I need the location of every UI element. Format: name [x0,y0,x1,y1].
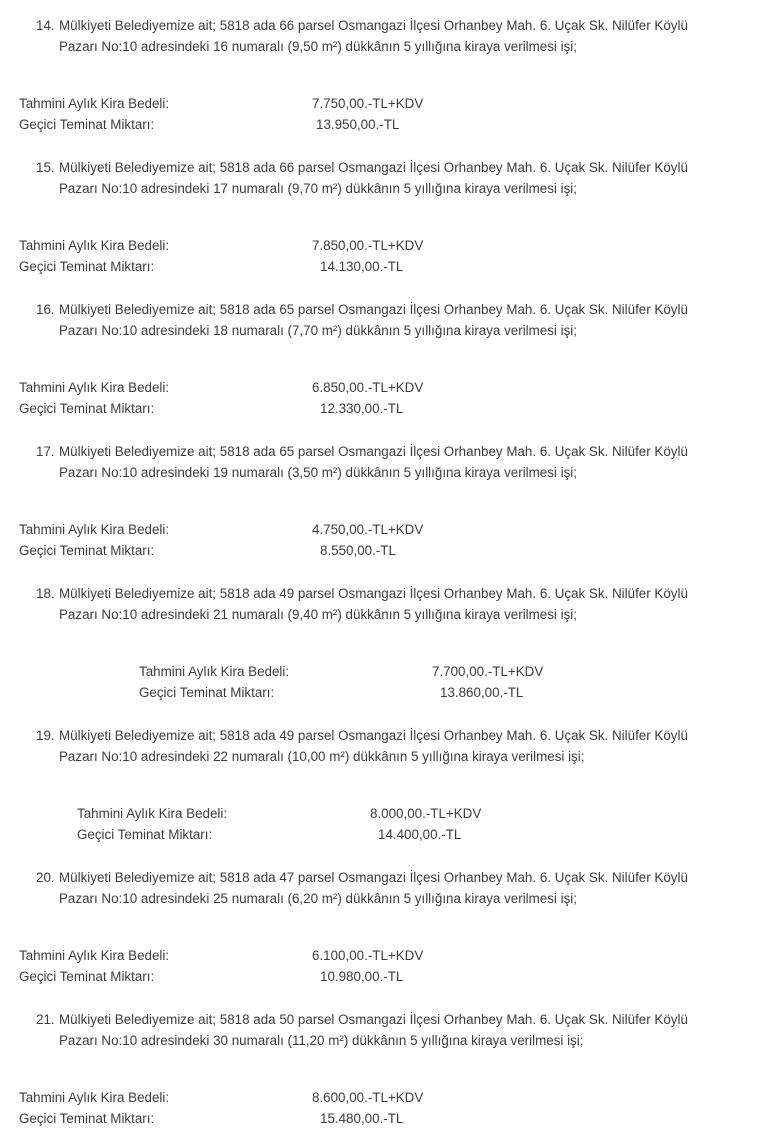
rent-label: Tahmini Aylık Kira Bedeli: [19,1090,170,1105]
item-number: 14. [36,18,55,33]
item-description-line-1: Mülkiyeti Belediyemize ait; 5818 ada 65 parsel Osmangazi İlçesi Orhanbey Mah. 6. Uçak Sk. Nilüfer Köylü [59,302,688,317]
rent-label: Tahmini Aylık Kira Bedeli: [19,522,170,537]
item-number: 18. [36,586,55,601]
rent-label: Tahmini Aylık Kira Bedeli: [19,96,170,111]
rent-label: Tahmini Aylık Kira Bedeli: [139,664,290,679]
item-number: 21. [36,1012,55,1027]
item-description-line-1: Mülkiyeti Belediyemize ait; 5818 ada 49 parsel Osmangazi İlçesi Orhanbey Mah. 6. Uçak Sk. Nilüfer Köylü [59,586,688,601]
deposit-label: Geçici Teminat Miktarı: [77,827,213,842]
deposit-value: 15.480,00.-TL [320,1111,404,1126]
deposit-label: Geçici Teminat Miktarı: [19,259,155,274]
deposit-value: 12.330,00.-TL [320,401,404,416]
item-description-line-2: Pazarı No:10 adresindeki 21 numaralı (9,40 m²) dükkânın 5 yıllığına kiraya verilmesi işi; [59,607,577,622]
item-number: 19. [36,728,55,743]
deposit-label: Geçici Teminat Miktarı: [19,117,155,132]
deposit-value: 10.980,00.-TL [320,969,404,984]
rent-value: 6.850,00.-TL+KDV [312,380,424,395]
rent-label: Tahmini Aylık Kira Bedeli: [19,948,170,963]
deposit-value: 8.550,00.-TL [320,543,396,558]
item-description-line-2: Pazarı No:10 adresindeki 18 numaralı (7,70 m²) dükkânın 5 yıllığına kiraya verilmesi işi; [59,323,577,338]
item-description-line-1: Mülkiyeti Belediyemize ait; 5818 ada 66 parsel Osmangazi İlçesi Orhanbey Mah. 6. Uçak Sk. Nilüfer Köylü [59,18,688,33]
item-description-line-1: Mülkiyeti Belediyemize ait; 5818 ada 65 parsel Osmangazi İlçesi Orhanbey Mah. 6. Uçak Sk. Nilüfer Köylü [59,444,688,459]
item-description-line-2: Pazarı No:10 adresindeki 25 numaralı (6,20 m²) dükkânın 5 yıllığına kiraya verilmesi işi; [59,891,577,906]
rent-value: 7.750,00.-TL+KDV [312,96,424,111]
rent-value: 8.600,00.-TL+KDV [312,1090,424,1105]
rent-value: 8.000,00.-TL+KDV [370,806,482,821]
item-description-line-2: Pazarı No:10 adresindeki 22 numaralı (10,00 m²) dükkânın 5 yıllığına kiraya verilmesi işi; [59,749,585,764]
rent-value: 6.100,00.-TL+KDV [312,948,424,963]
deposit-value: 13.950,00.-TL [316,117,400,132]
deposit-label: Geçici Teminat Miktarı: [19,969,155,984]
deposit-label: Geçici Teminat Miktarı: [19,1111,155,1126]
deposit-value: 14.130,00.-TL [320,259,404,274]
item-number: 20. [36,870,55,885]
item-description-line-1: Mülkiyeti Belediyemize ait; 5818 ada 66 parsel Osmangazi İlçesi Orhanbey Mah. 6. Uçak Sk. Nilüfer Köylü [59,160,688,175]
item-number: 16. [36,302,55,317]
rent-value: 7.700,00.-TL+KDV [432,664,544,679]
item-description-line-1: Mülkiyeti Belediyemize ait; 5818 ada 47 parsel Osmangazi İlçesi Orhanbey Mah. 6. Uçak Sk. Nilüfer Köylü [59,870,688,885]
item-description-line-2: Pazarı No:10 adresindeki 17 numaralı (9,70 m²) dükkânın 5 yıllığına kiraya verilmesi işi; [59,181,577,196]
deposit-label: Geçici Teminat Miktarı: [19,543,155,558]
item-description-line-1: Mülkiyeti Belediyemize ait; 5818 ada 49 parsel Osmangazi İlçesi Orhanbey Mah. 6. Uçak Sk. Nilüfer Köylü [59,728,688,743]
deposit-value: 13.860,00.-TL [440,685,524,700]
rent-label: Tahmini Aylık Kira Bedeli: [19,238,170,253]
deposit-label: Geçici Teminat Miktarı: [139,685,275,700]
rent-value: 7.850,00.-TL+KDV [312,238,424,253]
item-description-line-1: Mülkiyeti Belediyemize ait; 5818 ada 50 parsel Osmangazi İlçesi Orhanbey Mah. 6. Uçak Sk. Nilüfer Köylü [59,1012,688,1027]
rent-label: Tahmini Aylık Kira Bedeli: [19,380,170,395]
deposit-label: Geçici Teminat Miktarı: [19,401,155,416]
item-description-line-2: Pazarı No:10 adresindeki 30 numaralı (11,20 m²) dükkânın 5 yıllığına kiraya verilmesi işi; [59,1033,584,1048]
item-number: 15. [36,160,55,175]
item-description-line-2: Pazarı No:10 adresindeki 16 numaralı (9,50 m²) dükkânın 5 yıllığına kiraya verilmesi işi; [59,39,577,54]
item-description-line-2: Pazarı No:10 adresindeki 19 numaralı (3,50 m²) dükkânın 5 yıllığına kiraya verilmesi işi; [59,465,577,480]
item-number: 17. [36,444,55,459]
rent-value: 4.750,00.-TL+KDV [312,522,424,537]
deposit-value: 14.400,00.-TL [378,827,462,842]
rent-label: Tahmini Aylık Kira Bedeli: [77,806,228,821]
